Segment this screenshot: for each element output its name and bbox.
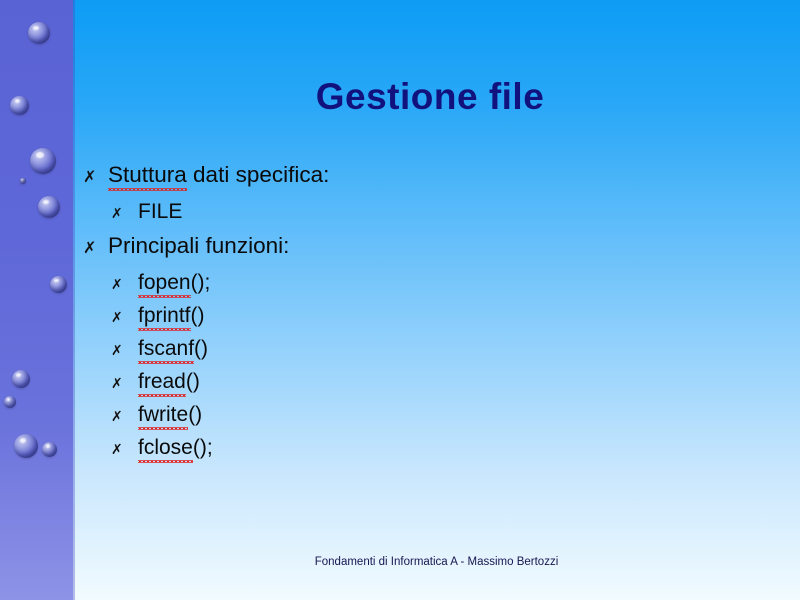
bubble-decoration xyxy=(12,370,30,388)
spellcheck-word: fread xyxy=(138,370,186,393)
list-item xyxy=(78,370,738,394)
band-edge-line xyxy=(73,0,75,600)
spellcheck-word: fprintf xyxy=(138,304,191,327)
bubble-decoration xyxy=(4,396,16,408)
list-item-label: FILE xyxy=(138,200,183,223)
bullet-icon: ✗ xyxy=(111,342,123,358)
spellcheck-word: fopen xyxy=(138,271,191,294)
list-item-label: fopen(); xyxy=(138,271,211,294)
bubble-decoration xyxy=(50,276,67,293)
list-item-label: Principali funzioni: xyxy=(108,233,290,258)
slide-title: Gestione file xyxy=(315,76,545,117)
list-item-label: fread() xyxy=(138,370,200,393)
list-item xyxy=(78,200,738,224)
bullet-icon: ✗ xyxy=(111,375,123,391)
spellcheck-word: Stuttura xyxy=(108,162,187,187)
bullet-icon: ✗ xyxy=(83,169,97,186)
bubble-decoration xyxy=(14,434,38,458)
list-item-label: Stuttura dati specifica: xyxy=(108,162,330,187)
bubble-decoration xyxy=(28,22,50,44)
list-item xyxy=(78,337,738,361)
bullet-icon: ✗ xyxy=(111,309,123,325)
spellcheck-word: fwrite xyxy=(138,403,189,426)
list-item xyxy=(78,233,738,259)
bullet-icon: ✗ xyxy=(111,441,123,457)
bullet-icon: ✗ xyxy=(111,408,123,424)
list-item xyxy=(78,403,738,427)
bubble-decoration xyxy=(20,178,26,184)
bubble-decoration xyxy=(10,96,29,115)
bubble-decoration xyxy=(42,442,57,457)
list-item-label: fscanf() xyxy=(138,337,209,360)
bullet-icon: ✗ xyxy=(111,205,123,221)
decorative-left-band xyxy=(0,0,73,600)
slide-content-list xyxy=(78,162,738,469)
spellcheck-word: fclose xyxy=(138,436,193,459)
bubble-decoration xyxy=(30,148,56,174)
bubble-decoration xyxy=(38,196,60,218)
list-item xyxy=(78,304,738,328)
list-item-label: fclose(); xyxy=(138,436,213,459)
bullet-icon: ✗ xyxy=(111,276,123,292)
list-item xyxy=(78,162,738,188)
slide-footer: Fondamenti di Informatica A - Massimo Bertozzi xyxy=(314,556,559,568)
list-item-label: fwrite() xyxy=(138,403,203,426)
list-item-label: fprintf() xyxy=(138,304,205,327)
list-item xyxy=(78,271,738,295)
bullet-icon: ✗ xyxy=(83,240,97,257)
spellcheck-word: fscanf xyxy=(138,337,195,360)
list-item xyxy=(78,436,738,460)
